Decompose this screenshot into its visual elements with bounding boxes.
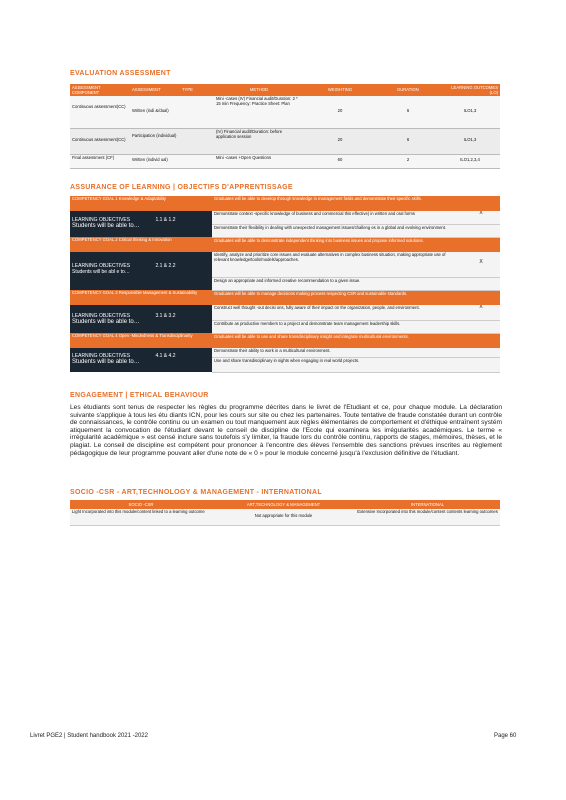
- soc-heading: SOCIO -CSR - ART,TECHNOLOGY & MANAGEMENT - INTERNATIONAL: [70, 489, 322, 496]
- footer-left: Livret PGE2 | Student handbook 2021 -2022: [30, 733, 148, 739]
- soc-table: [70, 500, 500, 526]
- goal-row: [70, 290, 500, 305]
- cell-method: Mini -cases +Open Questions: [214, 154, 304, 168]
- lo-check: X: [462, 211, 500, 224]
- cell-type: Participation (individual): [130, 128, 180, 154]
- eval-header-assessment: ASSESSMENT: [130, 84, 180, 96]
- lo-item: Demonstrate their flexibility in dealing with unexpected management issues/challeng es in a global and evolving environment.: [212, 224, 462, 237]
- cell-duration: 6: [376, 96, 440, 128]
- goal-row: [70, 333, 500, 348]
- lo-nums: 3.1 & 3.2: [155, 313, 176, 319]
- eval-header-type: TYPE: [180, 84, 214, 96]
- evaluation-heading: EVALUATION ASSESSMENT: [70, 70, 171, 77]
- cell-type: Written (individ ual): [130, 154, 180, 168]
- eval-header-duration: DURATION: [376, 84, 440, 96]
- cell-method: (IV) Financial audit/Duration: before application session: [214, 128, 304, 154]
- lo-cell: [70, 211, 212, 237]
- cell-weighting: 60: [304, 154, 376, 168]
- engagement-paragraph: Les étudiants sont tenus de respecter les règles du programme décrites dans le livret de l'Etudiant et ce, pour chaque module. La déclaration suivante s'applique à tous les étu diants ICN, pour les cours sur site ou chez les partenaires. Toute tentative de fraude constatée durant un contrôle de connaissances, le contrôle continu ou un examen ou tout manquement aux règles élémentaires de comportement et d'éthique entraînent systém atiquement la convocation de l'étudiant devant le conseil de discipline de l'Ecole qui examinera les irrégularités académiques. Le terme « irrégularité académique » est censé inclure sans toutefois s'y limiter, la fraude lors du contrôle continu, rapports de stages, mémoires, thèses, et le plagiat. Le conseil de discipline est compétent pour prononcer à l'encontre des élèves l'ensemble des sanctions prévues inscrites au règlement pédagogique de leur programme pouvant aller d'une note de « 0 » pour le module concerné jusqu'à l'exclusion définitive de l'étudiant.: [70, 404, 502, 457]
- cell-component: Continuous assessment(CC): [70, 96, 130, 128]
- engagement-heading: ENGAGEMENT | ETHICAL BEHAVIOUR: [70, 392, 209, 399]
- lo-subtitle: Students will be able to…: [72, 319, 140, 325]
- lo-nums: 2.1 & 2.2: [155, 263, 176, 269]
- goal-text: Graduates will be able to demonstrate independent thinking into business issues and propose informed solutions.: [212, 237, 500, 252]
- assurance-heading: ASSURANCE OF LEARNING | OBJECTIFS D'APPRENTISSAGE: [70, 184, 293, 191]
- soc-header-art: ART,TECHNOLOGY & MANAGEMENT: [212, 500, 355, 509]
- lo-item: Use and share transdisciplinary in sights when engaging in real world projects.: [212, 357, 462, 372]
- lo-check: [462, 224, 500, 237]
- lo-title: LEARNING OBJECTIVES: [72, 217, 131, 223]
- lo-check: X: [462, 305, 500, 320]
- eval-header-weighting: WEIGHTING: [304, 84, 376, 96]
- lo-subtitle: Students will be able to…: [72, 223, 140, 229]
- lo-row: [70, 252, 500, 277]
- soc-cell-art: Not appropriate for this module: [212, 509, 355, 525]
- table-row: [70, 154, 500, 168]
- lo-cell: [70, 252, 212, 290]
- evaluation-table: [70, 84, 500, 169]
- lo-title: LEARNING OBJECTIVES: [72, 353, 131, 359]
- lo-check: [462, 277, 500, 290]
- lo-item: Construct well thought -out decisi ons, fully aware of their impact on the organization, people, and environment.: [212, 305, 462, 320]
- page-number: Page 60: [494, 733, 517, 739]
- cell-duration: 2: [376, 154, 440, 168]
- lo-title: LEARNING OBJECTIVES: [72, 313, 131, 319]
- goal-row: [70, 237, 500, 252]
- eval-header-lo: LEARNING OUTCOMES (LO): [440, 84, 500, 96]
- cell-component: Continuous assessment(CC): [70, 128, 130, 154]
- cell-duration: 6: [376, 128, 440, 154]
- lo-row: [70, 211, 500, 224]
- eval-header-component: ASSESSMENT COMPONENT: [70, 84, 130, 96]
- lo-item: Demonstrate context -specific knowledge of business and commercial this effective) in written and oral forms: [212, 211, 462, 224]
- cell-weighting: 20: [304, 128, 376, 154]
- lo-item: Demonstrate their ability to work in a multicultural environment.: [212, 348, 462, 357]
- lo-check: [462, 348, 500, 357]
- lo-check: X: [462, 252, 500, 277]
- cell-lo: ILO1,3: [440, 128, 500, 154]
- goal-text: Graduates will be able to use and share transdisciplinary insight and integrate multicultural environments.: [212, 333, 500, 348]
- goal-text: Graduates will be able to develop through knowledge in management fields and demonstrate their specific skills.: [212, 196, 500, 211]
- lo-check: [462, 320, 500, 333]
- cell-method: Mini -cases (IV) Financial audit/Duration: 2 * 15 min Frequency: Practice Sheet: Plan: [214, 96, 304, 128]
- cell-weighting: 20: [304, 96, 376, 128]
- lo-item: Design an appropriate and informed creative recommendation to a given issue.: [212, 277, 462, 290]
- lo-row: [70, 348, 500, 357]
- lo-row: [70, 305, 500, 320]
- cell-lo: ILO1,3: [440, 96, 500, 128]
- lo-check: [462, 357, 500, 372]
- soc-cell-socio: Light Incorporated into this module/content linked to a learning outcome: [70, 509, 212, 525]
- lo-title: LEARNING OBJECTIVES: [72, 263, 131, 269]
- soc-cell-international: Extensive Incorporated into this module/content contents learning outcomes: [355, 509, 500, 525]
- eval-header-method: METHOD: [214, 84, 304, 96]
- goal-label: COMPETENCY GOAL 2 Critical thinking & Innovation: [70, 237, 212, 252]
- lo-subtitle: Students will be abl e to…: [72, 269, 130, 275]
- lo-nums: 4.1 & 4.2: [155, 353, 176, 359]
- lo-item: Contribute as productive members to a project and demonstrate team management leadership skills.: [212, 320, 462, 333]
- goal-text: Graduates will be able to manage decisions making process respecting CSR and sustainable standards.: [212, 290, 500, 305]
- table-row: [70, 128, 500, 154]
- lo-nums: 1.1 & 1.2: [155, 217, 176, 223]
- lo-cell: [70, 305, 212, 333]
- lo-subtitle: Students will be able to…: [72, 359, 140, 365]
- cell-type: Written (indi &/dual): [130, 96, 180, 128]
- soc-header-socio: SOCIO -CSR: [70, 500, 212, 509]
- goal-label: COMPETENCY GOAL 1 Knowledge & Adaptability: [70, 196, 212, 211]
- lo-cell: [70, 348, 212, 372]
- cell-component: Final assessment (CF): [70, 154, 130, 168]
- assurance-table: [70, 196, 500, 373]
- goal-label: COMPETENCY GOAL 3 Responsible Management & Sustainability: [70, 290, 212, 305]
- goal-row: [70, 196, 500, 211]
- cell-lo: ILO1,2,3,4: [440, 154, 500, 168]
- goal-label: COMPETENCY GOAL 4 Open -Mindedness & Transdisciplinarity: [70, 333, 212, 348]
- table-row: [70, 509, 500, 525]
- soc-header-international: INTERNATIONAL: [355, 500, 500, 509]
- table-row: [70, 96, 500, 128]
- lo-item: Identify, analyze and prioritize core issues and evaluate alternatives in complex business situation, making appropriate use of relevant knowledge/tools/models/approaches.: [212, 252, 462, 277]
